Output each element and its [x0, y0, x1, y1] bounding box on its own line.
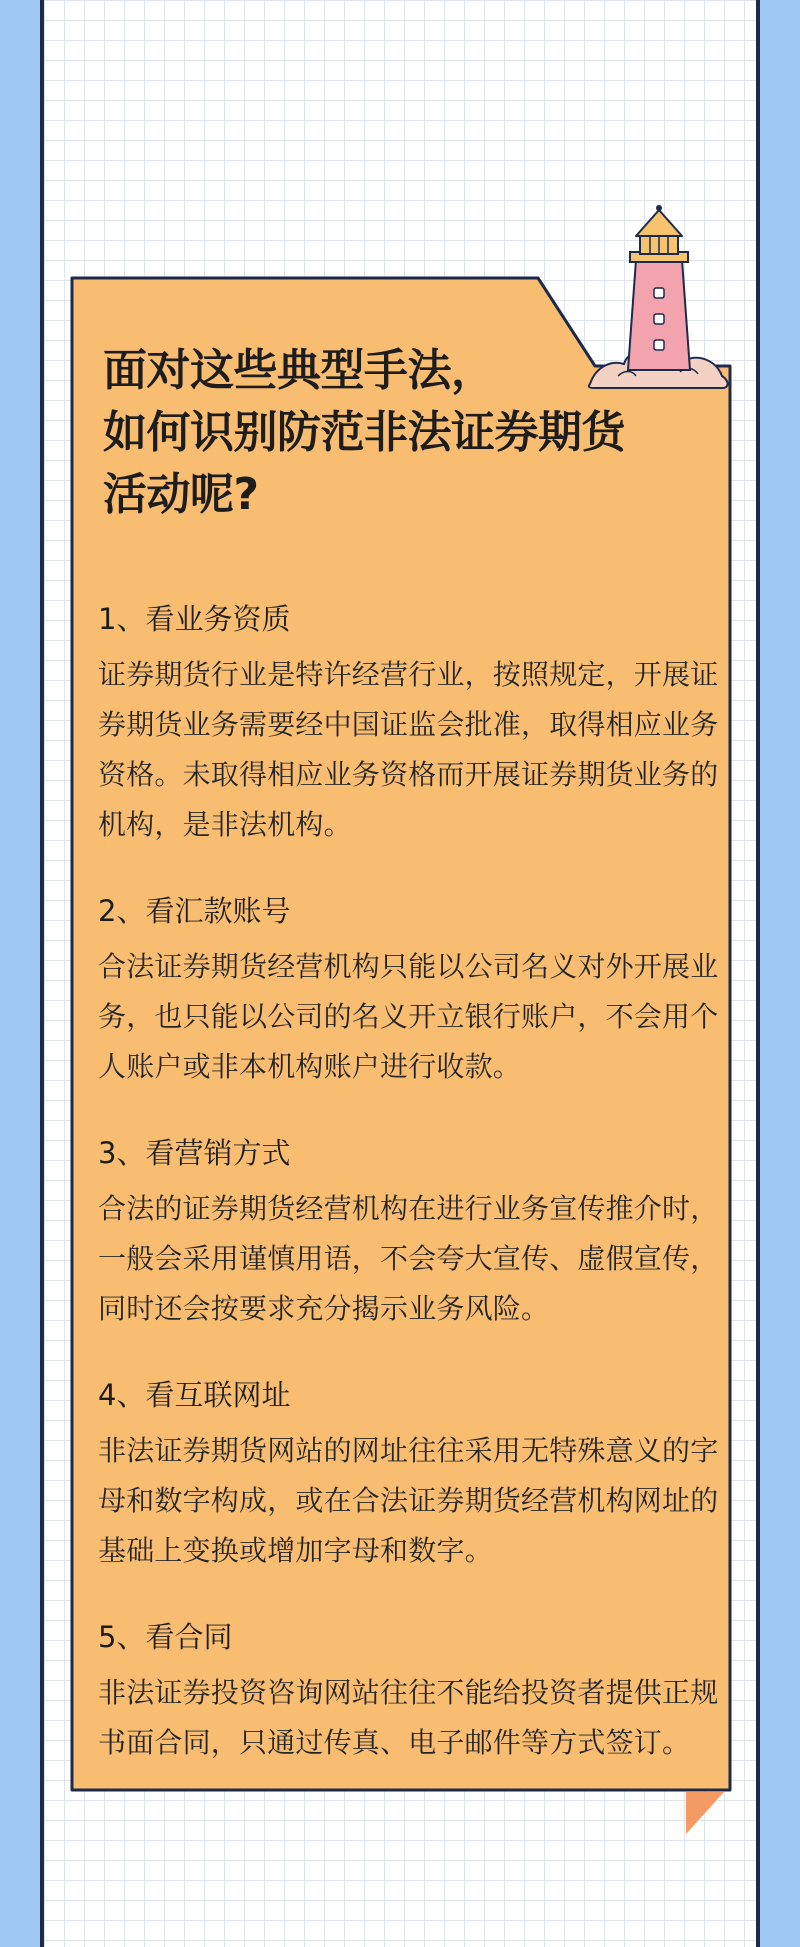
tip-body: 非法证券投资咨询网站往往不能给投资者提供正规书面合同，只通过传真、电子邮件等方式签订。	[98, 1676, 719, 1759]
tip-section-2	[98, 886, 728, 1092]
title-line-3: 活动呢?	[103, 469, 259, 520]
page-title	[103, 340, 703, 526]
tip-body: 非法证券期货网站的网址往往采用无特殊意义的字母和数字构成，或在合法证券期货经营机构网址的基础上变换或增加字母和数字。	[98, 1434, 719, 1567]
tip-body: 证券期货行业是特许经营行业，按照规定，开展证券期货业务需要经中国证监会批准，取得相应业务资格。未取得相应业务资格而开展证券期货业务的机构，是非法机构。	[98, 658, 719, 841]
tip-heading: 1、看业务资质	[98, 602, 291, 636]
title-line-1: 面对这些典型手法，	[103, 345, 495, 396]
tip-body: 合法的证券期货经营机构在进行业务宣传推介时，一般会采用谨慎用语，不会夸大宣传、虚假宣传，同时还会按要求充分揭示业务风险。	[98, 1192, 719, 1325]
tip-section-1	[98, 594, 728, 850]
tip-section-4	[98, 1370, 728, 1576]
tip-heading: 4、看互联网址	[98, 1378, 291, 1412]
tips-list	[98, 594, 728, 1768]
tip-heading: 2、看汇款账号	[98, 894, 291, 928]
tip-section-5	[98, 1612, 728, 1768]
tip-body: 合法证券期货经营机构只能以公司名义对外开展业务，也只能以公司的名义开立银行账户，不会用个人账户或非本机构账户进行收款。	[98, 950, 719, 1083]
title-line-2: 如何识别防范非法证券期货	[103, 407, 625, 458]
tip-heading: 3、看营销方式	[98, 1136, 291, 1170]
corner-tab	[686, 1792, 724, 1834]
tip-section-3	[98, 1128, 728, 1334]
tip-heading: 5、看合同	[98, 1620, 233, 1654]
